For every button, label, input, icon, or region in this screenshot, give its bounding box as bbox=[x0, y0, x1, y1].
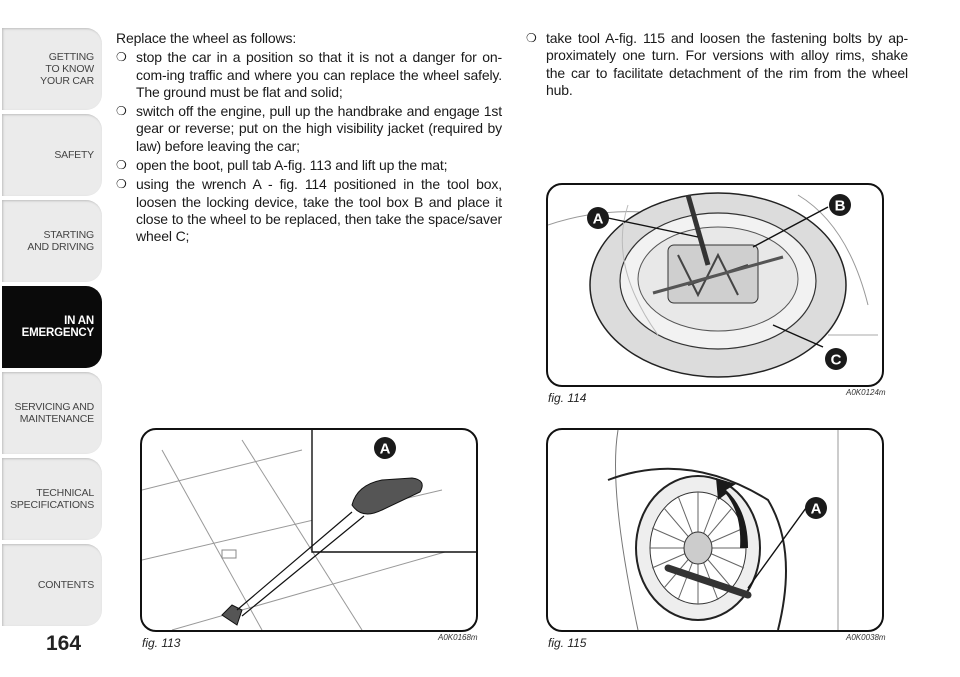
tab-starting-driving[interactable] bbox=[2, 200, 102, 282]
tab-label: TECHNICAL SPECIFICATIONS bbox=[10, 487, 94, 511]
figure-caption: fig. 115 bbox=[548, 636, 587, 650]
callout-a bbox=[805, 497, 827, 519]
wheel-tool-illustration bbox=[548, 430, 882, 630]
intro-text: Replace the wheel as follows: bbox=[116, 30, 297, 46]
figure-code: A0K0038m bbox=[846, 633, 886, 642]
callout-label: A bbox=[379, 440, 391, 458]
tab-safety[interactable] bbox=[2, 114, 102, 196]
figure-caption: fig. 114 bbox=[548, 391, 587, 405]
tab-label: IN AN EMERGENCY bbox=[21, 315, 94, 339]
callout-a bbox=[374, 437, 396, 459]
tab-label: SAFETY bbox=[54, 149, 94, 161]
tab-getting-to-know[interactable] bbox=[2, 28, 102, 110]
figure-115 bbox=[546, 428, 884, 632]
left-column bbox=[116, 30, 502, 248]
boot-floor-illustration bbox=[142, 430, 476, 630]
callout-label: A bbox=[810, 500, 822, 518]
tab-label: SERVICING AND MAINTENANCE bbox=[14, 401, 94, 425]
callout-label: B bbox=[834, 197, 846, 215]
tab-in-an-emergency[interactable] bbox=[2, 286, 102, 368]
callout-b bbox=[829, 194, 851, 216]
tab-label: STARTING AND DRIVING bbox=[27, 229, 94, 253]
figure-code: A0K0168m bbox=[438, 633, 478, 642]
tab-label: CONTENTS bbox=[37, 579, 94, 591]
figure-113 bbox=[140, 428, 478, 632]
tab-servicing[interactable] bbox=[2, 372, 102, 454]
figure-code: A0K0124m bbox=[846, 388, 886, 397]
step-item: ❍ switch off the engine, pull up the handbrake and engage 1st gear or reverse; put on the high visibility jacket (required by law) before leaving the car; bbox=[116, 103, 502, 155]
spare-wheel-illustration bbox=[548, 185, 882, 385]
figure-114 bbox=[546, 183, 884, 387]
right-column bbox=[526, 30, 908, 101]
step-item: ❍ stop the car in a position so that it is not a danger for on-com-ing traffic and where you can replace the wheel safely. The ground must be flat and solid; bbox=[116, 49, 502, 101]
figure-caption: fig. 113 bbox=[142, 636, 181, 650]
callout-label: A bbox=[592, 210, 604, 228]
tab-label: GETTING TO KNOW YOUR CAR bbox=[40, 51, 94, 87]
step-item: ❍ take tool A-fig. 115 and loosen the fastening bolts by ap-proximately one turn. For versions with alloy rims, shake the car to facilitate detachment of the rim from the wheel hub. bbox=[526, 30, 908, 99]
callout-label: C bbox=[830, 351, 842, 369]
step-item: ❍ open the boot, pull tab A-fig. 113 and lift up the mat; bbox=[116, 157, 502, 174]
callout-a bbox=[587, 207, 609, 229]
tab-contents[interactable] bbox=[2, 544, 102, 626]
callout-c bbox=[825, 348, 847, 370]
tab-technical[interactable] bbox=[2, 458, 102, 540]
step-item: ❍ using the wrench A - fig. 114 positioned in the tool box, loosen the locking device, take the tool box B and place it close to the wheel to be replaced, then take the space/saver wheel C; bbox=[116, 176, 502, 245]
page-number: 164 bbox=[46, 632, 82, 655]
